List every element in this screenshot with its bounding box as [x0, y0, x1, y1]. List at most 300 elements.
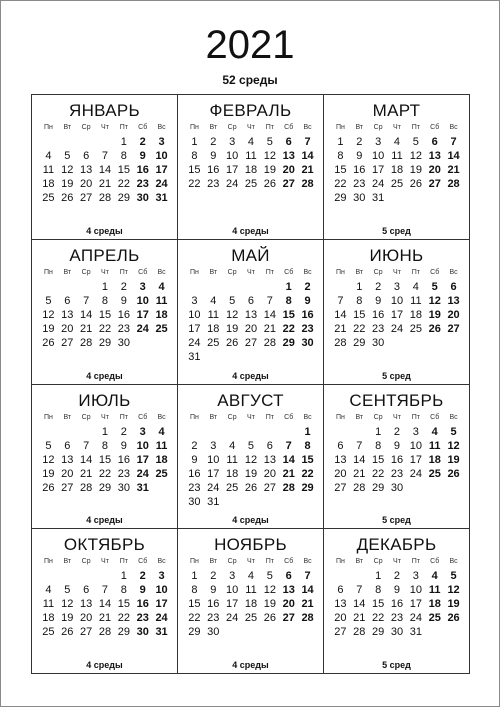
day-cell: 18	[42, 612, 55, 625]
weekend-day: 9	[139, 150, 146, 162]
day-cell: 24	[372, 178, 385, 190]
day-cell: 16	[390, 598, 404, 611]
month-wednesday-count: 4 среды	[232, 370, 269, 381]
weekend-day: 26	[428, 322, 441, 335]
weekend-day: 11	[428, 584, 441, 597]
month-wednesday-count: 4 среды	[232, 225, 269, 236]
day-cell: 2	[210, 570, 217, 583]
weekday-label: Пт	[265, 558, 274, 566]
weekend-day: 20	[282, 598, 295, 611]
weekend-day: 13	[447, 294, 460, 307]
day-cell: 9	[375, 294, 382, 307]
week-row	[331, 336, 463, 350]
day-cell: 31	[409, 626, 422, 639]
weekend-day: 3	[139, 280, 146, 293]
weekday-label: Вс	[303, 558, 312, 566]
day-cell	[350, 425, 369, 439]
day-cell: 14	[334, 308, 347, 321]
weekday-label: Пт	[119, 124, 128, 131]
day-cell: 27	[61, 336, 74, 349]
day-cell: 1	[375, 570, 382, 583]
weekday-label: Вс	[449, 124, 458, 131]
weekend-day: 10	[136, 439, 149, 452]
day-cell: 8	[337, 150, 344, 162]
week-row	[185, 149, 317, 163]
weekend-day: 7	[304, 570, 311, 583]
weekday-label: Вт	[355, 413, 364, 421]
day-cell: 13	[80, 598, 93, 611]
week-row	[39, 177, 171, 191]
day-cell	[406, 336, 425, 350]
week-row	[185, 425, 317, 439]
day-cell: 17	[372, 164, 385, 176]
day-cell	[223, 495, 242, 509]
day-cell: 25	[409, 322, 422, 335]
weekend-day	[152, 481, 171, 495]
week-row	[331, 308, 463, 322]
day-cell: 14	[98, 598, 112, 611]
weekday-label: Вс	[157, 413, 166, 421]
weekday-label: Сб	[138, 413, 148, 421]
weekday-header	[39, 268, 171, 277]
day-cell: 28	[353, 626, 366, 639]
day-cell: 6	[64, 439, 71, 452]
weekend-day: 1	[304, 425, 311, 438]
weekend-day	[444, 481, 463, 495]
day-cell	[331, 425, 350, 439]
day-cell: 29	[117, 626, 130, 639]
day-cell: 21	[353, 612, 366, 625]
weekend-day: 30	[136, 192, 149, 204]
day-cell: 17	[226, 598, 239, 611]
month-block	[324, 385, 470, 530]
day-cell: 11	[207, 308, 219, 321]
weekend-day	[425, 336, 444, 350]
day-cell: 28	[353, 481, 366, 494]
day-cell: 1	[191, 136, 198, 148]
day-cell: 26	[61, 626, 74, 639]
weekday-label: Вт	[355, 124, 364, 131]
weekday-label: Вс	[157, 124, 166, 131]
weekday-header	[331, 557, 463, 566]
day-cell: 17	[409, 453, 422, 466]
day-cell: 15	[353, 308, 366, 321]
week-row	[39, 467, 171, 481]
day-cell: 5	[64, 584, 71, 597]
month-wednesday-count: 5 сред	[382, 515, 411, 526]
week-row	[185, 308, 317, 322]
week-row	[331, 569, 463, 583]
day-cell: 1	[101, 425, 109, 438]
day-cell: 9	[191, 453, 198, 466]
weekday-label: Чт	[393, 558, 401, 566]
day-cell: 4	[393, 136, 401, 148]
day-cell: 9	[210, 584, 217, 597]
month-block	[324, 240, 470, 385]
weekend-day: 18	[155, 453, 168, 466]
weekday-label: Пн	[43, 558, 53, 566]
day-cell: 12	[61, 164, 74, 176]
weekend-day: 29	[282, 336, 295, 349]
day-cell	[204, 350, 223, 364]
day-cell: 10	[372, 150, 385, 162]
weekend-day: 24	[136, 322, 149, 335]
weekday-label: Пт	[411, 124, 420, 131]
weekday-label: Пн	[335, 413, 345, 421]
day-cell: 22	[98, 467, 112, 480]
weekend-day: 21	[301, 598, 314, 611]
weekday-label: Чт	[101, 558, 109, 566]
day-cell: 12	[263, 584, 276, 597]
day-cell: 27	[80, 192, 93, 204]
weekend-day: 5	[450, 425, 457, 438]
day-cell: 8	[191, 584, 198, 597]
month-name: АПРЕЛЬ	[69, 245, 140, 265]
day-cell: 17	[207, 467, 220, 480]
day-cell: 30	[207, 626, 220, 639]
weekend-day: 4	[431, 425, 438, 438]
day-cell: 22	[334, 178, 347, 190]
day-cell: 31	[372, 192, 385, 204]
weekend-day: 12	[447, 439, 460, 452]
day-cell	[77, 135, 96, 149]
day-cell: 9	[393, 584, 401, 597]
week-row	[39, 569, 171, 583]
weekday-label: Ср	[373, 558, 383, 566]
year-title: 2021	[205, 23, 295, 67]
weekday-label: Ср	[227, 558, 237, 566]
week-row	[39, 439, 171, 453]
weekend-day: 14	[447, 150, 460, 162]
day-cell: 29	[334, 192, 347, 204]
day-cell: 29	[117, 192, 130, 204]
weekday-label: Сб	[284, 124, 294, 131]
day-cell: 4	[229, 439, 236, 452]
weekend-day: 25	[428, 612, 441, 625]
day-cell: 19	[226, 322, 239, 335]
day-cell: 11	[226, 453, 238, 466]
week-row	[39, 294, 171, 308]
day-cell: 13	[334, 598, 347, 611]
day-cell: 6	[83, 584, 90, 597]
day-cell	[242, 495, 261, 509]
weekend-day: 24	[155, 178, 168, 190]
day-cell: 22	[372, 612, 385, 625]
weekday-label: Сб	[430, 124, 440, 131]
week-row	[185, 280, 317, 294]
weekend-day: 17	[136, 453, 149, 466]
day-cell: 12	[409, 150, 422, 162]
day-cell: 28	[98, 192, 112, 204]
weekday-header	[185, 413, 317, 422]
day-cell: 8	[101, 294, 109, 307]
day-cell: 12	[244, 453, 258, 466]
day-cell: 28	[80, 336, 93, 349]
day-cell: 15	[372, 453, 385, 466]
weekend-day: 29	[301, 481, 314, 494]
day-cell: 22	[188, 178, 201, 190]
weekend-day	[279, 495, 298, 509]
weekend-day: 21	[447, 164, 460, 176]
month-name: НОЯБРЬ	[214, 535, 287, 555]
day-cell: 3	[229, 136, 236, 148]
week-row	[331, 191, 463, 205]
day-cell: 5	[266, 136, 273, 148]
weekend-day: 22	[282, 322, 295, 335]
day-cell: 19	[244, 467, 258, 480]
day-cell: 18	[42, 178, 55, 190]
week-row	[185, 597, 317, 611]
week-row	[185, 439, 317, 453]
week-row	[185, 611, 317, 625]
day-cell: 14	[98, 164, 112, 176]
day-cell: 19	[61, 612, 74, 625]
day-cell	[204, 425, 223, 439]
weekday-label: Вт	[355, 558, 364, 566]
weekend-day: 16	[136, 598, 149, 611]
weekend-day: 16	[301, 308, 314, 321]
day-cell: 28	[263, 336, 276, 349]
day-cell: 30	[188, 495, 201, 508]
day-cell: 15	[98, 308, 112, 321]
weekend-day: 27	[447, 322, 460, 335]
weekend-day: 2	[304, 280, 311, 293]
month-wednesday-count: 5 сред	[382, 660, 411, 670]
weekday-label: Сб	[284, 413, 294, 421]
weekend-day: 4	[158, 280, 165, 293]
weekday-label: Сб	[430, 413, 440, 421]
weekday-label: Пт	[411, 268, 420, 276]
weekend-day: 18	[155, 308, 168, 321]
day-cell: 5	[412, 136, 419, 148]
month-wednesday-count: 4 среды	[86, 660, 123, 670]
weekend-day: 1	[285, 280, 292, 293]
day-cell: 8	[120, 150, 127, 162]
weekday-header	[331, 123, 463, 132]
day-cell: 1	[356, 280, 363, 293]
weekend-day: 12	[428, 294, 441, 307]
week-row	[185, 294, 317, 308]
day-cell: 5	[229, 294, 236, 307]
month-wednesday-count: 4 среды	[232, 515, 269, 526]
weekend-day	[425, 191, 444, 205]
weekday-label: Чт	[101, 268, 109, 276]
weekend-day: 15	[282, 308, 295, 321]
weekday-label: Сб	[284, 268, 294, 276]
day-cell: 14	[80, 308, 93, 321]
weekend-day: 10	[136, 294, 149, 307]
month-wednesday-count: 5 сред	[382, 225, 411, 236]
weekday-label: Вс	[303, 124, 312, 131]
weekend-day: 7	[285, 439, 292, 452]
weekday-label: Пт	[265, 413, 274, 421]
weekday-label: Ср	[81, 413, 91, 421]
weekday-label: Вт	[63, 558, 72, 566]
week-row	[39, 611, 171, 625]
weekend-day: 3	[158, 136, 165, 148]
weekend-day: 4	[431, 570, 438, 583]
day-cell	[260, 425, 279, 439]
month-name: ИЮНЬ	[369, 245, 424, 265]
weekend-day: 14	[301, 150, 314, 162]
day-cell: 30	[390, 626, 404, 639]
day-cell: 27	[334, 481, 347, 494]
day-cell: 22	[98, 322, 112, 335]
day-cell: 3	[412, 425, 419, 438]
weekend-day: 26	[447, 467, 460, 480]
month-wednesday-count: 4 среды	[86, 225, 123, 236]
week-row	[331, 322, 463, 336]
day-cell: 23	[188, 481, 201, 494]
weekend-day: 30	[301, 336, 314, 349]
day-cell: 31	[188, 350, 201, 363]
day-cell: 18	[409, 308, 422, 321]
weekday-label: Пн	[335, 268, 345, 276]
day-cell: 29	[98, 336, 112, 349]
day-cell: 18	[390, 164, 404, 176]
day-cell: 16	[372, 308, 385, 321]
day-cell: 2	[356, 136, 363, 148]
day-cell: 6	[247, 294, 255, 307]
week-row	[331, 439, 463, 453]
weekday-label: Ср	[373, 268, 383, 276]
day-cell: 9	[393, 439, 401, 452]
day-cell	[260, 280, 279, 294]
day-cell: 6	[64, 294, 71, 307]
day-cell	[39, 425, 58, 439]
weekend-day: 28	[301, 178, 314, 190]
day-cell: 16	[117, 308, 130, 321]
weekend-day: 8	[285, 294, 292, 307]
weekend-day: 5	[431, 280, 438, 293]
week-row	[185, 350, 317, 364]
week-row	[39, 163, 171, 177]
day-cell: 23	[207, 612, 220, 625]
day-cell	[39, 135, 58, 149]
weekend-day: 13	[428, 150, 441, 162]
day-cell	[223, 625, 242, 639]
day-cell	[96, 135, 115, 149]
week-row	[185, 135, 317, 149]
day-cell: 9	[210, 150, 217, 162]
day-cell: 17	[409, 598, 422, 611]
weekend-day	[279, 350, 298, 364]
week-row	[185, 583, 317, 597]
day-cell: 11	[410, 294, 422, 307]
weekday-label: Вс	[449, 558, 458, 566]
day-cell: 30	[390, 481, 404, 494]
day-cell: 27	[80, 626, 93, 639]
weekend-day: 14	[301, 584, 314, 597]
day-cell	[77, 280, 96, 294]
week-row	[331, 135, 463, 149]
weekend-day	[298, 625, 317, 639]
weekend-day: 27	[428, 178, 441, 190]
month-name: СЕНТЯБРЬ	[349, 390, 444, 410]
weekend-day: 23	[136, 612, 149, 625]
weekend-day: 20	[447, 308, 460, 321]
day-cell: 7	[356, 439, 363, 452]
day-cell: 25	[244, 612, 258, 625]
week-row	[185, 481, 317, 495]
weekday-label: Ср	[373, 413, 383, 421]
day-cell: 14	[353, 453, 366, 466]
day-cell	[77, 569, 96, 583]
weekday-label: Пт	[119, 558, 128, 566]
day-cell: 23	[207, 178, 220, 190]
weekday-label: Ср	[81, 124, 91, 131]
weekend-day	[444, 336, 463, 350]
day-cell: 1	[191, 570, 198, 583]
day-cell	[388, 191, 407, 205]
month-block	[32, 529, 178, 674]
day-cell: 2	[210, 136, 217, 148]
weekday-label: Ср	[227, 124, 237, 131]
week-row	[331, 467, 463, 481]
day-cell	[58, 425, 77, 439]
week-row	[331, 425, 463, 439]
day-cell: 20	[61, 322, 74, 335]
weekday-label: Чт	[101, 124, 109, 131]
day-cell: 16	[207, 164, 220, 176]
month-name: ФЕВРАЛЬ	[209, 101, 292, 120]
day-cell: 24	[226, 612, 239, 625]
day-cell: 10	[390, 294, 404, 307]
day-cell: 1	[120, 570, 127, 583]
day-cell: 24	[409, 467, 422, 480]
weekend-day: 16	[136, 164, 149, 176]
day-cell: 28	[334, 336, 347, 349]
weekend-day	[279, 425, 298, 439]
weekday-header	[331, 268, 463, 277]
week-row	[185, 322, 317, 336]
day-cell: 30	[117, 336, 130, 349]
month-block	[324, 95, 470, 240]
weekday-label: Сб	[284, 558, 294, 566]
day-cell: 13	[334, 453, 347, 466]
day-cell: 1	[337, 136, 344, 148]
weekend-day: 19	[428, 308, 441, 321]
day-cell: 24	[188, 336, 201, 349]
weekend-day	[298, 350, 317, 364]
week-row	[331, 294, 463, 308]
day-cell: 15	[188, 164, 201, 176]
day-cell: 30	[353, 192, 366, 204]
day-cell: 6	[83, 150, 90, 162]
day-cell: 9	[120, 294, 127, 307]
month-name: ИЮЛЬ	[78, 390, 131, 410]
weekday-label: Пн	[189, 558, 199, 566]
day-cell: 5	[45, 294, 52, 307]
wednesday-count: 52 среды	[222, 73, 278, 87]
day-cell: 7	[266, 294, 273, 307]
day-cell: 26	[263, 178, 276, 190]
weekend-day: 6	[431, 136, 438, 148]
day-cell: 2	[393, 570, 401, 583]
day-cell: 21	[263, 322, 276, 335]
week-row	[331, 611, 463, 625]
week-row	[39, 191, 171, 205]
weekday-label: Чт	[247, 413, 255, 421]
weekday-label: Пн	[43, 268, 53, 276]
week-row	[185, 625, 317, 639]
week-row	[185, 569, 317, 583]
day-cell: 15	[117, 164, 130, 176]
day-cell: 11	[245, 150, 257, 162]
day-cell	[185, 425, 204, 439]
weekday-label: Сб	[430, 268, 440, 276]
day-cell	[331, 280, 350, 294]
